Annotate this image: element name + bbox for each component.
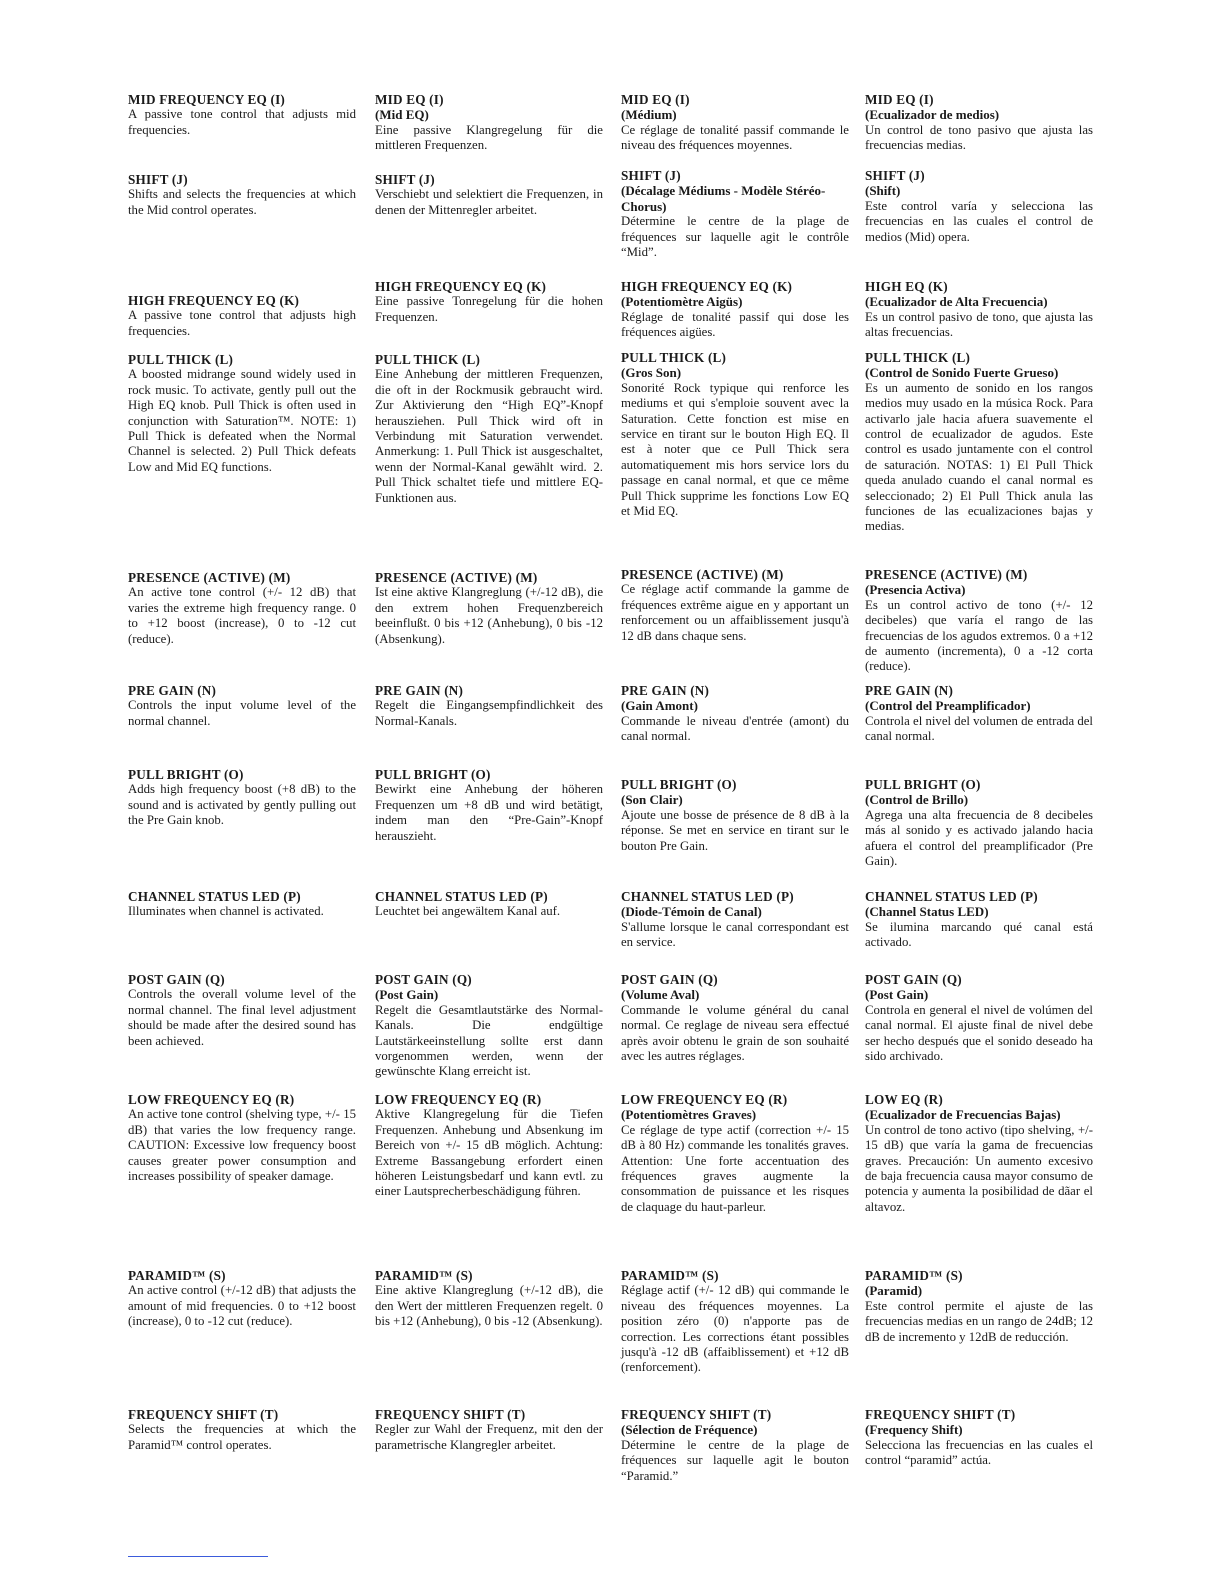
- control-section: [375, 1268, 603, 1330]
- section-body: Regelt die Eingangsempfindlichkeit des Normal-Kanals.: [375, 698, 603, 728]
- control-section: [865, 972, 1093, 1064]
- section-body: A boosted midrange sound widely used in rock music. To activate, gently pull out the High EQ knob. Pull Thick is often used in conjunction with Saturation™. NOTE: 1) Pull Thick is defeated when the Normal Channel is selected. 2) Pull Thick defeats Low and Mid EQ functions.: [128, 367, 356, 474]
- section-heading: PULL THICK (L): [128, 352, 234, 367]
- section-heading: PRESENCE (ACTIVE) (M): [621, 567, 784, 582]
- section-heading: HIGH FREQUENCY EQ (K): [375, 279, 547, 294]
- section-body: S'allume lorsque le canal correspondant est en service.: [621, 919, 849, 950]
- section-body: Selecciona las frecuencias en las cuales el control “paramid” actúa.: [865, 1437, 1093, 1468]
- section-heading: PULL BRIGHT (O): [128, 767, 244, 782]
- section-subtitle: (Potentiomètre Aigüs): [621, 294, 743, 310]
- section-subtitle: (Channel Status LED): [865, 904, 989, 920]
- section-body: Selects the frequencies at which the Paramid™ control operates.: [128, 1422, 356, 1452]
- section-subtitle: (Décalage Médiums - Modèle Stéréo-Chorus): [621, 183, 826, 214]
- section-body: Adds high frequency boost (+8 dB) to the sound and is activated by gently pulling out the Pre Gain knob.: [128, 782, 356, 828]
- section-heading: MID EQ (I): [865, 92, 934, 107]
- section-subtitle: (Shift): [865, 183, 901, 199]
- section-heading: POST GAIN (Q): [865, 972, 962, 987]
- section-heading: PRE GAIN (N): [128, 683, 217, 698]
- control-section: [865, 777, 1093, 869]
- control-section: [375, 1407, 603, 1453]
- control-section: [865, 683, 1093, 745]
- section-body: Eine passive Klangregelung für die mittleren Frequenzen.: [375, 122, 603, 153]
- section-heading: FREQUENCY SHIFT (T): [128, 1407, 279, 1422]
- section-subtitle: (Control del Preamplificador): [865, 698, 1031, 714]
- section-heading: SHIFT (J): [621, 168, 681, 183]
- section-body: Agrega una alta frecuencia de 8 decibeles más al sonido y es activado jalando hacia afuera el control del preamplificador (Pre Gain).: [865, 807, 1093, 869]
- section-heading: PRESENCE (ACTIVE) (M): [128, 570, 291, 585]
- control-section: [375, 767, 603, 844]
- section-body: Verschiebt und selektiert die Frequenzen, in denen der Mittenregler arbeitet.: [375, 187, 603, 217]
- section-body: Réglage actif (+/- 12 dB) qui commande le niveau des fréquences moyennes. La position zéro (0) n'apporte pas de correction. Les corrections étant possibles jusqu'à -12 dB (affaiblissement) et +12 dB (renforcement).: [621, 1283, 849, 1375]
- section-subtitle: (Frequency Shift): [865, 1422, 963, 1438]
- control-section: [375, 1092, 603, 1200]
- section-body: Controla en general el nivel de volúmen del canal normal. El ajuste final de nivel debe ser hecho después que el sonido deseado ha sido archivado.: [865, 1002, 1093, 1064]
- section-body: Se ilumina marcando qué canal está activado.: [865, 919, 1093, 950]
- section-body: Un control de tono pasivo que ajusta las frecuencias medias.: [865, 122, 1093, 153]
- section-heading: FREQUENCY SHIFT (T): [621, 1407, 772, 1422]
- section-subtitle: (Control de Brillo): [865, 792, 969, 808]
- section-heading: CHANNEL STATUS LED (P): [865, 889, 1038, 904]
- section-heading: PULL THICK (L): [621, 350, 727, 365]
- control-section: [621, 1407, 849, 1484]
- control-section: [865, 1407, 1093, 1469]
- control-section: [128, 172, 356, 218]
- section-heading: LOW FREQUENCY EQ (R): [621, 1092, 788, 1107]
- column-spanish: [865, 0, 1093, 1585]
- control-section: [865, 168, 1093, 245]
- section-heading: CHANNEL STATUS LED (P): [375, 889, 548, 904]
- link-underline: [128, 1556, 268, 1557]
- section-body: Un control de tono activo (tipo shelving, +/- 15 dB) que varía la gama de frecuencias graves. Precaución: Un aumento excesivo de baja frecuencia causa mayor consumo de potencia y aumenta la posibilidad de dãar el altavoz.: [865, 1122, 1093, 1214]
- section-subtitle: (Sélection de Fréquence): [621, 1422, 758, 1438]
- section-heading: PULL BRIGHT (O): [621, 777, 737, 792]
- control-section: [375, 352, 603, 506]
- section-body: Este control varía y selecciona las frecuencias en las cuales el control de medios (Mid) opera.: [865, 198, 1093, 244]
- section-heading: FREQUENCY SHIFT (T): [375, 1407, 526, 1422]
- section-subtitle: (Ecualizador de Frecuencias Bajas): [865, 1107, 1061, 1123]
- section-heading: PRESENCE (ACTIVE) (M): [375, 570, 538, 585]
- section-body: Ce réglage de type actif (correction +/- 15 dB à 80 Hz) commande les tonalités graves. Attention: Une forte accentuation des fréquences graves augmente la consommation de puissance et les risques de claquage du haut-parleur.: [621, 1122, 849, 1214]
- section-body: An active tone control (shelving type, +/- 15 dB) that varies the low frequency range. CAUTION: Excessive low frequency boost causes greater power consumption and increases possibility of speaker damage.: [128, 1107, 356, 1184]
- section-heading: CHANNEL STATUS LED (P): [128, 889, 301, 904]
- section-subtitle: (Post Gain): [865, 987, 929, 1003]
- section-subtitle: (Control de Sonido Fuerte Grueso): [865, 365, 1059, 381]
- section-heading: PULL BRIGHT (O): [865, 777, 981, 792]
- section-heading: POST GAIN (Q): [375, 972, 472, 987]
- control-section: [128, 1407, 356, 1453]
- section-subtitle: (Ecualizador de medios): [865, 107, 1000, 123]
- section-body: Este control permite el ajuste de las frecuencias medias en un rango de 24dB; 12 dB de incremento y 12dB de reducción.: [865, 1298, 1093, 1344]
- section-heading: POST GAIN (Q): [128, 972, 225, 987]
- control-section: [865, 889, 1093, 951]
- control-section: [621, 889, 849, 951]
- section-subtitle: (Potentiomètres Graves): [621, 1107, 757, 1123]
- control-section: [128, 1092, 356, 1184]
- section-heading: PARAMID™ (S): [128, 1268, 226, 1283]
- control-section: [621, 683, 849, 745]
- control-section: [621, 92, 849, 154]
- control-section: [375, 683, 603, 729]
- control-section: [128, 92, 356, 138]
- section-body: Réglage de tonalité passif qui dose les fréquences aigües.: [621, 309, 849, 340]
- control-section: [621, 567, 849, 644]
- section-body: A passive tone control that adjusts mid frequencies.: [128, 107, 356, 137]
- section-subtitle: (Post Gain): [375, 987, 439, 1003]
- control-section: [128, 889, 356, 920]
- control-section: [621, 279, 849, 341]
- section-heading: LOW EQ (R): [865, 1092, 943, 1107]
- control-section: [128, 767, 356, 829]
- section-heading: PRE GAIN (N): [865, 683, 954, 698]
- section-body: Eine Anhebung der mittleren Frequenzen, die oft in der Rockmusik gebraucht wird. Zur Aktivierung den “High EQ”-Knopf herausziehen. Pull Thick wird oft in Verbindung mit Saturation verwendet. Anmerkung: 1. Pull Thick ist ausgeschaltet, wenn der Normal-Kanal gewählt wird. 2. Pull Thick schaltet tiefe und mittlere EQ-Funktionen aus.: [375, 367, 603, 505]
- control-section: [865, 1092, 1093, 1215]
- control-section: [621, 1092, 849, 1215]
- section-body: Ce réglage actif commande la gamme de fréquences extrême aigue en y apportant un renforcement ou un affaiblissement jusqu'à 12 dB dans chaque sens.: [621, 582, 849, 643]
- control-section: [865, 1268, 1093, 1345]
- section-heading: PARAMID™ (S): [621, 1268, 719, 1283]
- section-heading: POST GAIN (Q): [621, 972, 718, 987]
- section-heading: PRE GAIN (N): [621, 683, 710, 698]
- control-section: [865, 279, 1093, 341]
- section-body: Es un aumento de sonido en los rangos medios muy usado en la música Rock. Para activarlo jale hacia afuera suavemente el control de ecualizador de agudos. Este control es usado juntamente con el control de saturación. NOTAS: 1) El Pull Thick queda anulado cuando el canal normal es seleccionado; 2) El Pull Thick anula las funciones de las ecualizaciones bajas y medias.: [865, 380, 1093, 534]
- control-section: [128, 293, 356, 339]
- section-body: Aktive Klangregelung für die Tiefen Frequenzen. Anhebung und Absenkung im Bereich von +/- 15 dB möglich. Achtung: Extreme Bassangebung erfordert einen höheren Leistungsbedarf und kann evtl. zu einer Lautsprecherbeschädigung führen.: [375, 1107, 603, 1199]
- control-section: [865, 567, 1093, 675]
- section-body: Controls the overall volume level of the normal channel. The final level adjustment should be made after the desired sound has been achieved.: [128, 987, 356, 1048]
- control-section: [128, 352, 356, 475]
- section-heading: PULL BRIGHT (O): [375, 767, 491, 782]
- section-heading: SHIFT (J): [128, 172, 188, 187]
- control-section: [375, 92, 603, 154]
- section-body: Sonorité Rock typique qui renforce les mediums et qui s'emploie souvent avec la Saturation. Cette fonction est mise en service en tirant sur le bouton High EQ. Il est à noter que ce Pull Thick sera automatiquement mis hors service lors du passage en canal normal, et que ce même Pull Thick supprime les fonctions Low EQ et Mid EQ.: [621, 380, 849, 519]
- section-heading: PRESENCE (ACTIVE) (M): [865, 567, 1028, 582]
- section-heading: MID FREQUENCY EQ (I): [128, 92, 285, 107]
- section-heading: CHANNEL STATUS LED (P): [621, 889, 794, 904]
- section-heading: HIGH FREQUENCY EQ (K): [621, 279, 793, 294]
- section-body: Regler zur Wahl der Frequenz, mit den der parametrische Klangregler arbeitet.: [375, 1422, 603, 1452]
- section-body: Ce réglage de tonalité passif commande le niveau des fréquences moyennes.: [621, 122, 849, 153]
- section-body: Regelt die Gesamtlautstärke des Normal-Kanals. Die endgültige Lautstärkeeinstellung sollte erst dann vorgenommen werden, wenn der gewünschte Klang erreicht ist.: [375, 1002, 603, 1079]
- column-english: [128, 0, 356, 1585]
- section-body: Bewirkt eine Anhebung der höheren Frequenzen um +8 dB und wird betätigt, indem man den “Pre-Gain”-Knopf herauszieht.: [375, 782, 603, 843]
- control-section: [375, 889, 603, 920]
- section-heading: PRE GAIN (N): [375, 683, 464, 698]
- section-body: Détermine le centre de la plage de fréquences sur laquelle agit le bouton “Paramid.”: [621, 1437, 849, 1483]
- section-heading: PARAMID™ (S): [375, 1268, 473, 1283]
- section-subtitle: (Volume Aval): [621, 987, 700, 1003]
- section-body: Illuminates when channel is activated.: [128, 904, 324, 919]
- column-french: [621, 0, 849, 1585]
- column-german: [375, 0, 603, 1585]
- control-section: [621, 350, 849, 519]
- section-heading: PULL THICK (L): [375, 352, 481, 367]
- section-subtitle: (Gain Amont): [621, 698, 698, 714]
- control-section: [621, 777, 849, 854]
- section-heading: FREQUENCY SHIFT (T): [865, 1407, 1016, 1422]
- control-section: [128, 570, 356, 647]
- control-section: [128, 1268, 356, 1330]
- section-body: A passive tone control that adjusts high frequencies.: [128, 308, 356, 338]
- control-section: [375, 972, 603, 1080]
- section-body: Es un control pasivo de tono, que ajusta las altas frecuencias.: [865, 309, 1093, 340]
- control-section: [865, 92, 1093, 154]
- section-heading: LOW FREQUENCY EQ (R): [128, 1092, 295, 1107]
- section-subtitle: (Presencia Activa): [865, 582, 966, 598]
- section-heading: HIGH EQ (K): [865, 279, 948, 294]
- section-subtitle: (Son Clair): [621, 792, 683, 808]
- control-section: [375, 172, 603, 218]
- section-body: Shifts and selects the frequencies at which the Mid control operates.: [128, 187, 356, 217]
- control-section: [865, 350, 1093, 535]
- section-subtitle: (Paramid): [865, 1283, 923, 1299]
- section-body: Détermine le centre de la plage de fréquences sur laquelle agit le contrôle “Mid”.: [621, 214, 849, 260]
- section-body: Commande le niveau d'entrée (amont) du canal normal.: [621, 713, 849, 744]
- section-heading: SHIFT (J): [375, 172, 435, 187]
- section-subtitle: (Diode-Témoin de Canal): [621, 904, 762, 920]
- section-heading: MID EQ (I): [621, 92, 690, 107]
- section-subtitle: (Gros Son): [621, 365, 682, 381]
- control-section: [128, 972, 356, 1049]
- control-section: [621, 972, 849, 1064]
- control-section: [375, 279, 603, 325]
- section-body: Controla el nivel del volumen de entrada del canal normal.: [865, 713, 1093, 744]
- section-body: Es un control activo de tono (+/- 12 decibeles) que varía el rango de las frecuencias de los agudos extremos. 0 a +12 de aumento (incrementa), 0 a -12 corta (reduce).: [865, 597, 1093, 674]
- section-body: Eine aktive Klangreglung (+/-12 dB), die den Wert der mittleren Frequenzen regelt. 0 bis +12 (Anhebung), 0 bis -12 (Absenkung).: [375, 1283, 603, 1329]
- section-subtitle: (Mid EQ): [375, 107, 429, 123]
- section-heading: MID EQ (I): [375, 92, 444, 107]
- control-section: [375, 570, 603, 647]
- section-body: An active tone control (+/- 12 dB) that varies the extreme high frequency range. 0 to +12 boost (increase), 0 to -12 cut (reduce).: [128, 585, 356, 646]
- section-subtitle: (Ecualizador de Alta Frecuencia): [865, 294, 1048, 310]
- section-body: Ajoute une bosse de présence de 8 dB à la réponse. Se met en service en tirant sur le bouton Pre Gain.: [621, 807, 849, 853]
- section-heading: LOW FREQUENCY EQ (R): [375, 1092, 542, 1107]
- section-body: Ist eine aktive Klangreglung (+/-12 dB), die den extrem hohen Frequenzbereich beeinflußt. 0 bis +12 (Anhebung), 0 bis -12 (Absenkung).: [375, 585, 603, 646]
- section-heading: PULL THICK (L): [865, 350, 971, 365]
- section-body: Leuchtet bei angewältem Kanal auf.: [375, 904, 561, 919]
- control-section: [128, 683, 356, 729]
- section-heading: PARAMID™ (S): [865, 1268, 963, 1283]
- section-heading: HIGH FREQUENCY EQ (K): [128, 293, 300, 308]
- section-subtitle: (Médium): [621, 107, 677, 123]
- control-section: [621, 1268, 849, 1376]
- section-body: Commande le volume général du canal normal. Ce reglage de niveau sera effectué après avoir obtenu le grain de son souhaité avec les autres réglages.: [621, 1002, 849, 1064]
- section-body: Eine passive Tonregelung für die hohen Frequenzen.: [375, 294, 603, 324]
- section-heading: SHIFT (J): [865, 168, 925, 183]
- control-section: [621, 168, 849, 260]
- section-body: Controls the input volume level of the normal channel.: [128, 698, 356, 728]
- section-body: An active control (+/-12 dB) that adjusts the amount of mid frequencies. 0 to +12 boost (increase), 0 to -12 cut (reduce).: [128, 1283, 356, 1329]
